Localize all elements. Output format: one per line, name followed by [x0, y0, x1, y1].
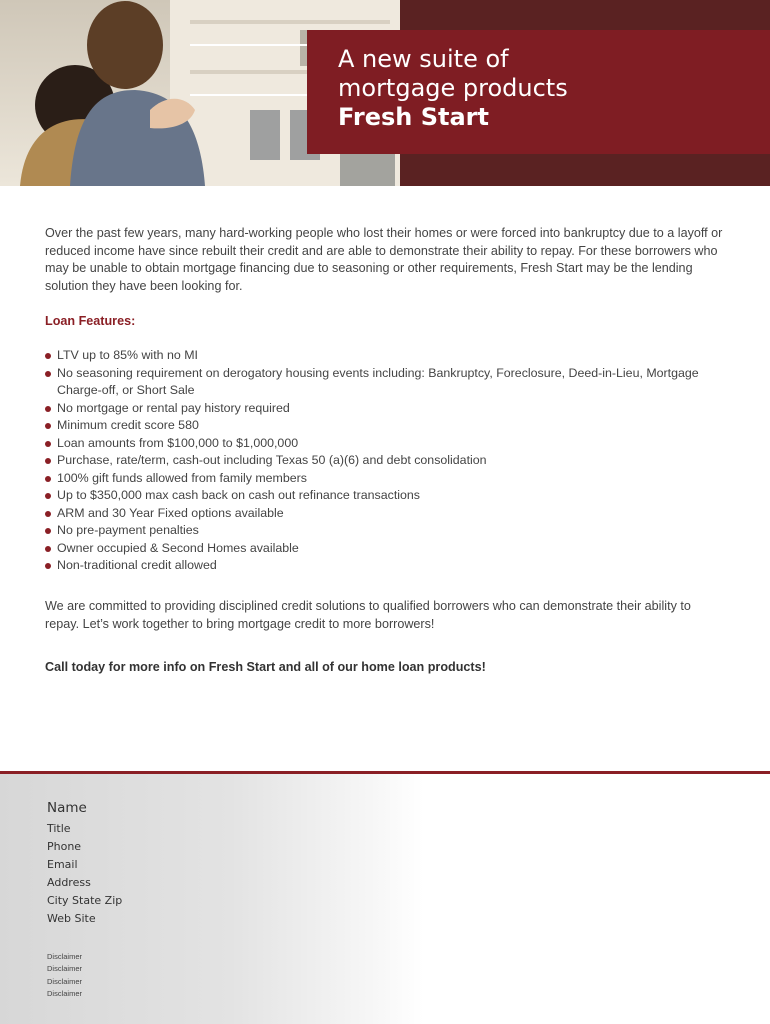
contact-address: Address [47, 876, 91, 889]
bullet-icon [45, 423, 51, 429]
bullet-icon [45, 546, 51, 552]
loan-features-list [45, 347, 735, 575]
bullet-icon [45, 511, 51, 517]
list-item: No seasoning requirement on derogatory housing events including: Bankruptcy, Foreclosure, Deed-in-Lieu, Mortgage Charge-off, or Short Sale [45, 365, 735, 400]
bullet-icon [45, 458, 51, 464]
bullet-icon [45, 406, 51, 412]
list-item: Loan amounts from $100,000 to $1,000,000 [45, 435, 735, 453]
contact-phone: Phone [47, 840, 82, 853]
bullet-icon [45, 441, 51, 447]
title-line-1: A new suite of [338, 45, 509, 73]
disclaimer-line: Disclaimer [47, 989, 83, 999]
contact-block [47, 800, 122, 928]
list-item: 100% gift funds allowed from family members [45, 470, 735, 488]
list-item: Owner occupied & Second Homes available [45, 540, 735, 558]
header-banner [0, 0, 770, 186]
contact-web-site: Web Site [47, 912, 96, 925]
list-item: No mortgage or rental pay history required [45, 400, 735, 418]
contact-city-state-zip: City State Zip [47, 894, 123, 907]
call-to-action: Call today for more info on Fresh Start and all of our home loan products! [45, 660, 486, 674]
bullet-icon [45, 353, 51, 359]
list-item: Up to $350,000 max cash back on cash out refinance transactions [45, 487, 735, 505]
intro-paragraph: Over the past few years, many hard-working people who lost their homes or were forced into bankruptcy due to a layoff or reduced income have since rebuilt their credit and are able to demonstrate their ability to repay. For these borrowers who may be unable to obtain mortgage financing due to seasoning or other requirements, Fresh Start may be the lending solution they have been looking for. [45, 226, 723, 293]
bullet-icon [45, 493, 51, 499]
bullet-icon [45, 563, 51, 569]
list-item: No pre-payment penalties [45, 522, 735, 540]
contact-name: Name [47, 800, 87, 816]
title-line-2: mortgage products [338, 74, 568, 102]
product-name: Fresh Start [338, 103, 489, 131]
disclaimer-line: Disclaimer [47, 952, 83, 961]
bullet-icon [45, 371, 51, 377]
disclaimer-block [47, 951, 82, 1001]
list-item: Non-traditional credit allowed [45, 557, 735, 575]
disclaimer-line: Disclaimer [47, 964, 83, 974]
header-title-box [307, 30, 770, 154]
bullet-icon [45, 528, 51, 534]
list-item: Purchase, rate/term, cash-out including Texas 50 (a)(6) and debt consolidation [45, 452, 735, 470]
list-item: Minimum credit score 580 [45, 417, 735, 435]
contact-title: Title [47, 822, 71, 835]
bullet-icon [45, 476, 51, 482]
page-title [338, 45, 568, 132]
disclaimer-line: Disclaimer [47, 976, 83, 986]
list-item: LTV up to 85% with no MI [45, 347, 735, 365]
contact-email: Email [47, 858, 78, 871]
list-item: ARM and 30 Year Fixed options available [45, 505, 735, 523]
loan-features-heading: Loan Features: [45, 314, 136, 328]
closing-paragraph: We are committed to providing disciplined credit solutions to qualified borrowers who can demonstrate their ability to repay. Let’s work together to bring mortgage credit to more borrowers! [45, 599, 691, 631]
